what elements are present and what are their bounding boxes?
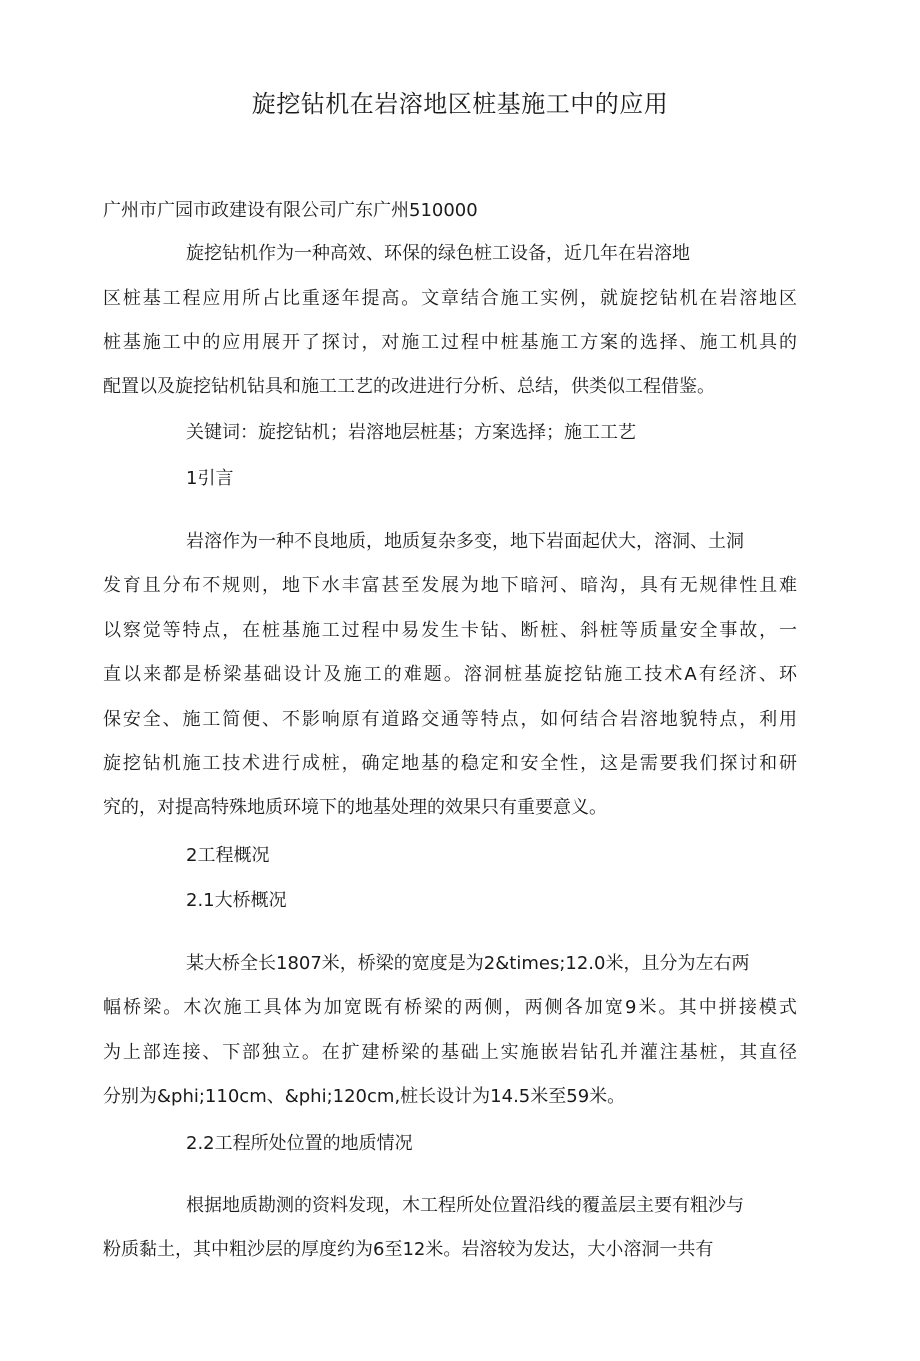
paragraph-line: 保安全、施工简便、不影响原有道路交通等特点，如何结合岩溶地貌特点，利用: [103, 709, 797, 730]
paragraph-line: 发育且分布不规则，地下水丰富甚至发展为地下暗河、暗沟，具有无规律性且难: [103, 575, 797, 596]
paragraph-line: 直以来都是桥梁基础设计及施工的难题。溶洞桩基旋挖钻施工技术A有经济、环: [103, 664, 797, 685]
paragraph-line: 分别为&phi;110cm、&phi;120cm,桩长设计为14.5米至59米。: [103, 1086, 626, 1107]
paragraph-line: 旋挖钻机施工技术进行成桩，确定地基的稳定和安全性，这是需要我们探讨和研: [103, 753, 797, 774]
document-title: 旋挖钻机在岩溶地区桩基施工中的应用: [251, 90, 669, 118]
abstract-line: 桩基施工中的应用展开了探讨，对施工过程中桩基施工方案的选择、施工机具的: [103, 332, 797, 353]
paragraph-line: 粉质黏土，其中粗沙层的厚度约为6至12米。岩溶较为发达，大小溶洞一共有: [103, 1239, 714, 1260]
keywords: 关键词：旋挖钻机；岩溶地层桩基；方案选择；施工工艺: [186, 422, 636, 443]
paragraph-line: 以察觉等特点，在桩基施工过程中易发生卡钻、断桩、斜桩等质量安全事故，一: [103, 620, 797, 641]
subsection-heading: 2.2工程所处位置的地质情况: [186, 1133, 413, 1154]
abstract-line: 旋挖钻机作为一种高效、环保的绿色桩工设备，近几年在岩溶地: [186, 243, 690, 264]
paragraph-line: 为上部连接、下部独立。在扩建桥梁的基础上实施嵌岩钻孔并灌注基桩，其直径: [103, 1042, 797, 1063]
paragraph-line: 幅桥梁。木次施工具体为加宽既有桥梁的两侧，两侧各加宽9米。其中拼接模式: [103, 997, 797, 1018]
section-heading: 1引言: [186, 468, 234, 489]
paragraph-line: 根据地质勘测的资料发现，木工程所处位置沿线的覆盖层主要有粗沙与: [186, 1195, 744, 1216]
section-heading: 2工程概况: [186, 845, 270, 866]
paragraph-line: 岩溶作为一种不良地质，地质复杂多变，地下岩面起伏大，溶洞、土洞: [186, 531, 744, 552]
author-affiliation: 广州市广园市政建设有限公司广东广州510000: [103, 200, 478, 221]
abstract-line: 区桩基工程应用所占比重逐年提高。文章结合施工实例，就旋挖钻机在岩溶地区: [103, 288, 797, 309]
paragraph-line: 究的，对提高特殊地质环境下的地基处理的效果只有重要意义。: [103, 797, 607, 818]
abstract-line: 配置以及旋挖钻机钻具和施工工艺的改进进行分析、总结，供类似工程借鉴。: [103, 376, 715, 397]
paragraph-line: 某大桥全长1807米，桥梁的宽度是为2&times;12.0米，且分为左右两: [186, 953, 750, 974]
subsection-heading: 2.1大桥概况: [186, 890, 287, 911]
